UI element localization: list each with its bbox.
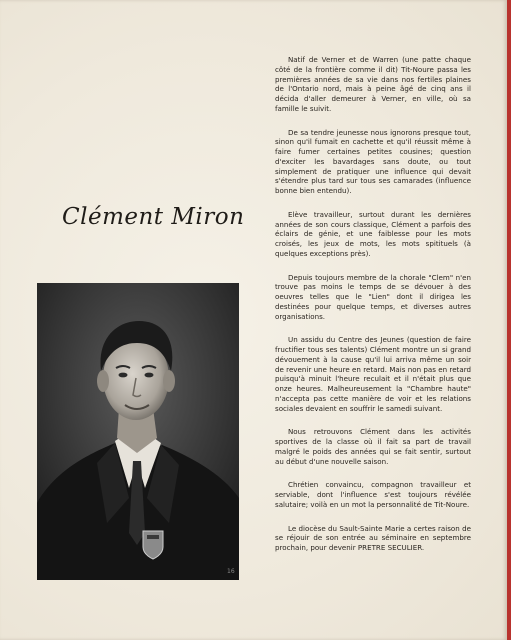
bio-paragraph: Elève travailleur, surtout durant les dernières années de son cours classique, Clément a parfois des éclairs de génie, et une faiblesse pour les mots croisés, les jeux de mots, les mots spitituels (à quelques exceptions près). (275, 209, 471, 258)
jacket-crest-badge (143, 531, 163, 559)
student-name-heading: Clément Miron (62, 204, 245, 230)
bio-paragraph: Depuis toujours membre de la chorale "Clem" n'en trouve pas moins le temps de se dévouer à des oeuvres telles que le "Lien" dont il dirigea les destinées pour quelque temps, et diverses autres organisations. (275, 272, 471, 321)
bio-paragraph: Chrétien convaincu, compagnon travailleur et serviable, dont l'influence s'est toujours révélée salutaire; voilà en un mot la personnalité de Tit-Noure. (275, 480, 471, 509)
bio-paragraph: Un assidu du Centre des Jeunes (question de faire fructifier tous ses talents) Clément montre un si grand dévouement à la cause qu'il lui arriva même un soir de revenir une heure en retard. Mais non pas en retard puisqu'à minuit l'heure reculait et il n'était plus que onze heures. Malheureusement la "Chambre haute" n'accepta pas cette manière de voir et les relations sociales devaient en souffrir le samedi suivant. (275, 335, 471, 413)
bio-paragraph: Natif de Verner et de Warren (une patte chaque côté de la frontière comme il dit) Tit-Noure passa les premières années de sa vie dans nos fertiles plaines de l'Ontario nord, mais à peine âgé de cinq ans il décida d'aller demeurer à Verner, en ville, où sa famille le suivit. (275, 55, 471, 113)
bio-paragraph: De sa tendre jeunesse nous ignorons presque tout, sinon qu'il fumait en cachette et qu'il réussit même à faire fumer certaines petites cousines; question d'exciter les bavardages sans doute, ou tout simplement de pratiquer une influence qui devait s'étendre plus tard sur tous ses camarades (influence bonne bien entendu). (275, 127, 471, 195)
svg-text:16: 16 (227, 568, 235, 575)
biography-text-column (275, 55, 471, 567)
student-portrait-photo (37, 283, 239, 580)
bio-paragraph: Nous retrouvons Clément dans les activités sportives de la classe où il fait sa part de travail malgré le poids des années qui se fait sentir, surtout au début d'une nouvelle saison. (275, 427, 471, 466)
bio-paragraph: Le diocèse du Sault-Sainte Marie a certes raison de se réjouir de son entrée au séminaire en septembre prochain, pour devenir PRETRE SECULIER. (275, 523, 471, 552)
